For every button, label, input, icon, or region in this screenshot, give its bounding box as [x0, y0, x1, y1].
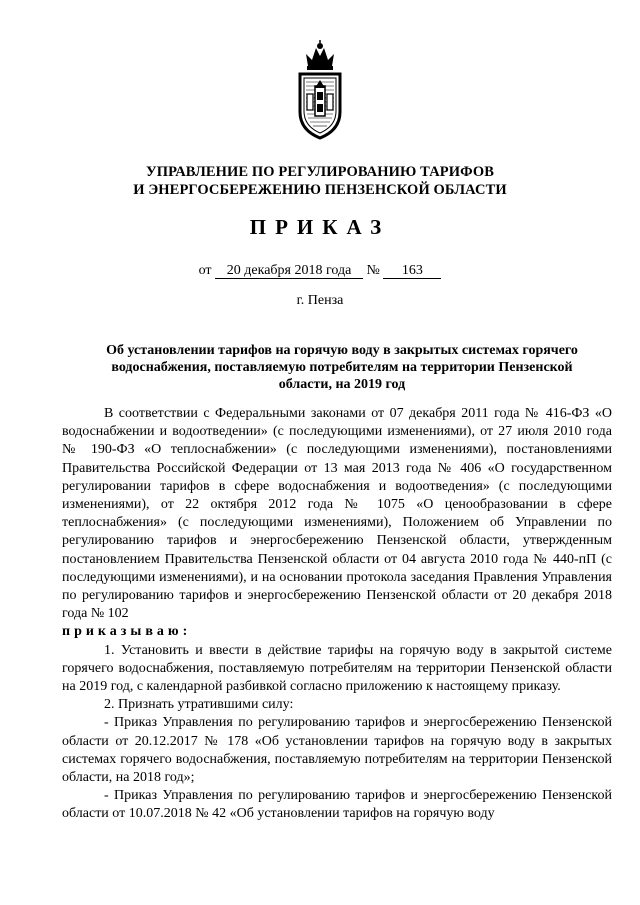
preamble-paragraph: В соответствии с Федеральными законами от 07 декабря 2011 года № 416-ФЗ «О водоснабжении и водоотведении» (с последующими изменениями), от 27 июля 2010 года № 190-ФЗ «О теплоснабжении» (с последующими изменениями), постановлениями Правительства Российской Федерации от 13 мая 2013 года № 406 «О государственном регулировании тарифов в сфере водоснабжения и водоотведения» (с последующими изменениями), от 22 октября 2012 года № 1075 «О ценообразовании в сфере теплоснабжения» (с последующими изменениями), Положением об Управлении по регулированию тарифов и энергосбережению Пензенской области, утвержденным постановлением Правительства Пензенской области от 04 августа 2010 года № 440-пП (с последующими изменениями), и на основании протокола заседания Правления Управления по регулированию тарифов и энергосбережению Пензенской области от 20 декабря 2018 года № 102 [62, 406, 612, 622]
subject-line-3: области, на 2019 год [278, 377, 406, 392]
city: г. Пенза [296, 293, 344, 308]
item-2b-paragraph: - Приказ Управления по регулированию тарифов и энергосбережению Пензенской области от 10.07.2018 № 42 «Об установлении тарифов на горячую воду [62, 788, 612, 822]
item-1-paragraph: 1. Установить и ввести в действие тарифы на горячую воду в закрытой системе горячего водоснабжения, поставляемую потребителям на территории Пензенской области на 2019 год, с календарной разбивкой согласно приложению к настоящему приказу. [62, 642, 612, 695]
subject-line-1: Об установлении тарифов на горячую воду в закрытых системах горячего [106, 343, 578, 358]
number-sign: № [366, 263, 380, 278]
date-prefix: от [198, 263, 212, 278]
document-subject [62, 342, 622, 393]
document-body [62, 405, 612, 824]
order-date: 20 декабря 2018 года [215, 263, 363, 279]
order-word-text: приказываю: [62, 624, 192, 640]
coat-of-arms-icon [292, 40, 348, 140]
item-2-paragraph: 2. Признать утратившими силу: [104, 697, 294, 713]
document-title: ПРИКАЗ [249, 215, 391, 239]
order-number: 163 [383, 263, 441, 279]
date-number-line [0, 263, 640, 279]
agency-name-line-1: УПРАВЛЕНИЕ ПО РЕГУЛИРОВАНИЮ ТАРИФОВ [145, 164, 495, 180]
order-word [62, 623, 612, 641]
item-2a-paragraph: - Приказ Управления по регулированию тарифов и энергосбережению Пензенской области от 20.12.2017 № 178 «Об установлении тарифов на горячую воду в закрытых системах горячего водоснабжения, поставляемую потребителям на территории Пензенской области, на 2018 год»; [62, 715, 612, 786]
subject-line-2: водоснабжения, поставляемую потребителям на территории Пензенской [111, 360, 573, 375]
agency-name-line-2: И ЭНЕРГОСБЕРЕЖЕНИЮ ПЕНЗЕНСКОЙ ОБЛАСТИ [133, 182, 507, 198]
